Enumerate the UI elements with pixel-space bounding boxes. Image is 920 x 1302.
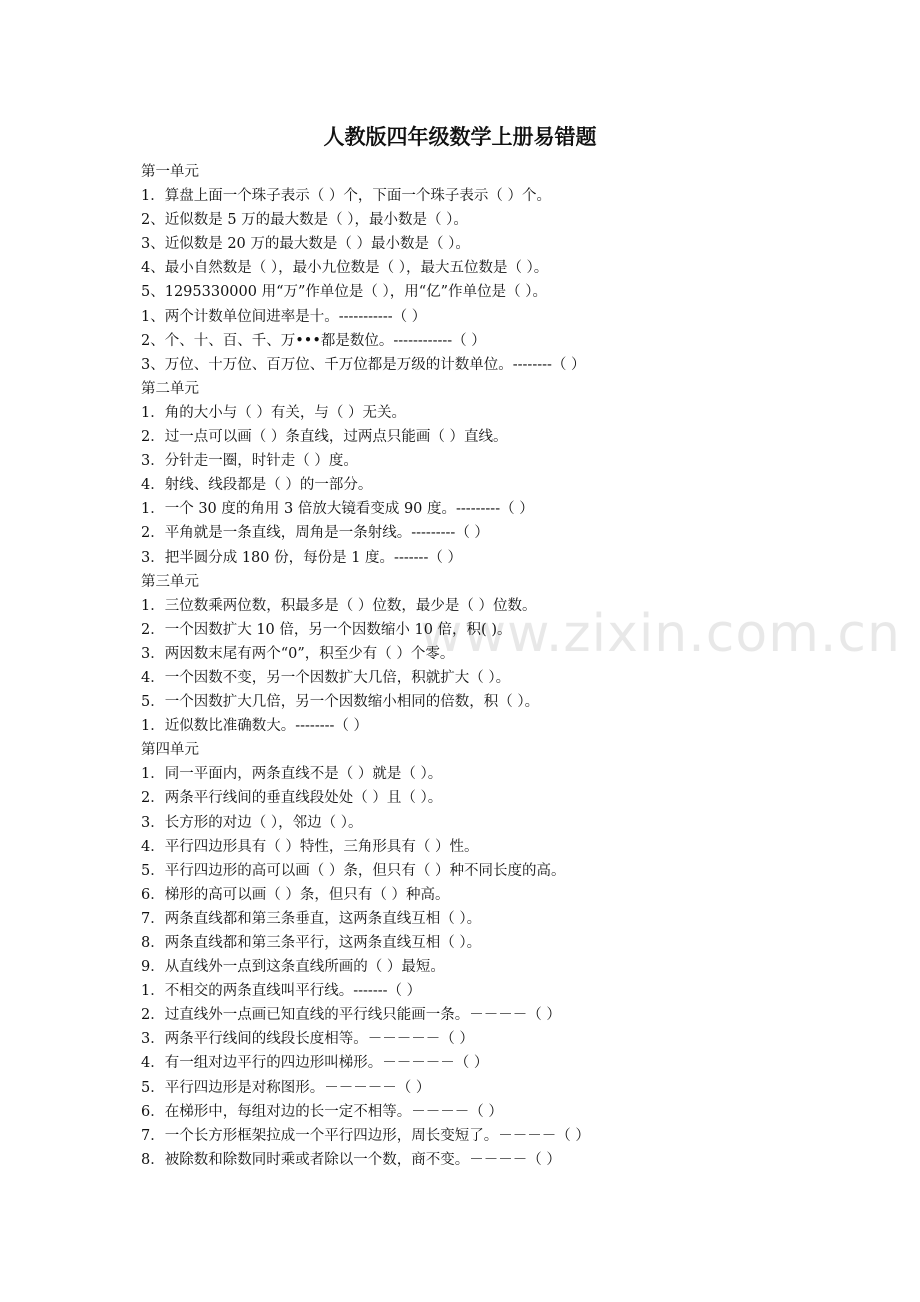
text-line: 1．角的大小与（ ）有关，与（ ）无关。 (141, 404, 406, 421)
text-line: 3．长方形的对边（ ），邻边（ ）。 (141, 814, 363, 831)
text-line: 3、万位、十万位、百万位、千万位都是万级的计数单位。--------（ ） (141, 356, 586, 373)
text-line: 5．平行四边形是对称图形。－－－－－（ ） (141, 1079, 431, 1096)
document-body (141, 160, 861, 1172)
text-line: 6．梯形的高可以画（ ）条，但只有（ ）种高。 (141, 886, 450, 903)
text-line: 4、最小自然数是（ ），最小九位数是（ ），最大五位数是（ ）。 (141, 260, 549, 277)
text-line: 3．把半圆分成 180 份，每份是 1 度。-------（ ） (141, 549, 462, 566)
text-line: 2．过直线外一点画已知直线的平行线只能画一条。－－－－（ ） (141, 1007, 561, 1024)
text-line: 7．一个长方形框架拉成一个平行四边形，周长变短了。－－－－（ ） (141, 1127, 590, 1144)
text-line: 1．一个 30 度的角用 3 倍放大镜看变成 90 度。---------（ ） (141, 501, 534, 518)
text-line: 6．在梯形中，每组对边的长一定不相等。－－－－（ ） (141, 1103, 503, 1120)
text-line: 第三单元 (141, 573, 199, 590)
text-line: 1．不相交的两条直线叫平行线。-------（ ） (141, 983, 422, 1000)
text-line: 1．算盘上面一个珠子表示（ ）个，下面一个珠子表示（ ）个。 (141, 188, 551, 205)
watermark-text: www.zixin.com.cn (420, 604, 901, 664)
text-line: 2．两条平行线间的垂直线段处处（ ）且（ ）。 (141, 790, 443, 807)
text-line: 第四单元 (141, 742, 199, 759)
text-line: 3．分针走一圈，时针走（ ）度。 (141, 453, 358, 470)
text-line: 2．过一点可以画（ ）条直线，过两点只能画（ ）直线。 (141, 429, 508, 446)
text-line: 2、近似数是 5 万的最大数是（ ），最小数是（ ）。 (141, 212, 468, 229)
text-line: 第一单元 (141, 164, 199, 180)
text-line: 1、两个计数单位间进率是十。-----------（ ） (141, 308, 427, 325)
text-line: 5．平行四边形的高可以画（ ）条，但只有（ ）种不同长度的高。 (141, 862, 566, 879)
text-line: 7．两条直线都和第三条垂直，这两条直线互相（ ）。 (141, 910, 482, 927)
text-line: 5、1295330000 用“万”作单位是（ ），用“亿”作单位是（ ）。 (141, 284, 547, 301)
text-line: 2．一个因数扩大 10 倍，另一个因数缩小 10 倍，积( )。 (141, 621, 512, 638)
text-line: 3．两条平行线间的线段长度相等。－－－－－（ ） (141, 1031, 474, 1048)
text-line: 2．平角就是一条直线，周角是一条射线。---------（ ） (141, 525, 489, 542)
text-line: 4．有一组对边平行的四边形叫梯形。－－－－－（ ） (141, 1055, 489, 1072)
document-title: 人教版四年级数学上册易错题 (323, 125, 597, 149)
text-line: 4．射线、线段都是（ ）的一部分。 (141, 477, 373, 494)
text-line: 1．近似数比准确数大。--------（ ） (141, 718, 369, 735)
text-line: 4．平行四边形具有（ ）特性，三角形具有（ ）性。 (141, 838, 479, 855)
text-line: 9．从直线外一点到这条直线所画的（ ）最短。 (141, 959, 445, 976)
text-line: 第二单元 (141, 380, 199, 397)
text-line: 8．被除数和除数同时乘或者除以一个数，商不变。－－－－（ ） (141, 1151, 561, 1168)
text-line: 3．两因数末尾有两个“0”，积至少有（ ）个零。 (141, 645, 455, 662)
text-line: 2、个、十、百、千、万•••都是数位。------------（ ） (141, 332, 486, 349)
text-line: 5．一个因数扩大几倍，另一个因数缩小相同的倍数，积（ ）。 (141, 694, 540, 711)
text-line: 4．一个因数不变，另一个因数扩大几倍，积就扩大（ ）。 (141, 669, 511, 686)
text-line: 1．同一平面内，两条直线不是（ ）就是（ ）。 (141, 766, 443, 783)
text-line: 8．两条直线都和第三条平行，这两条直线互相（ ）。 (141, 935, 482, 951)
text-line: 3、近似数是 20 万的最大数是（ ）最小数是（ ）。 (141, 236, 470, 253)
text-line: 1．三位数乘两位数，积最多是（ ）位数，最少是（ ）位数。 (141, 597, 537, 614)
